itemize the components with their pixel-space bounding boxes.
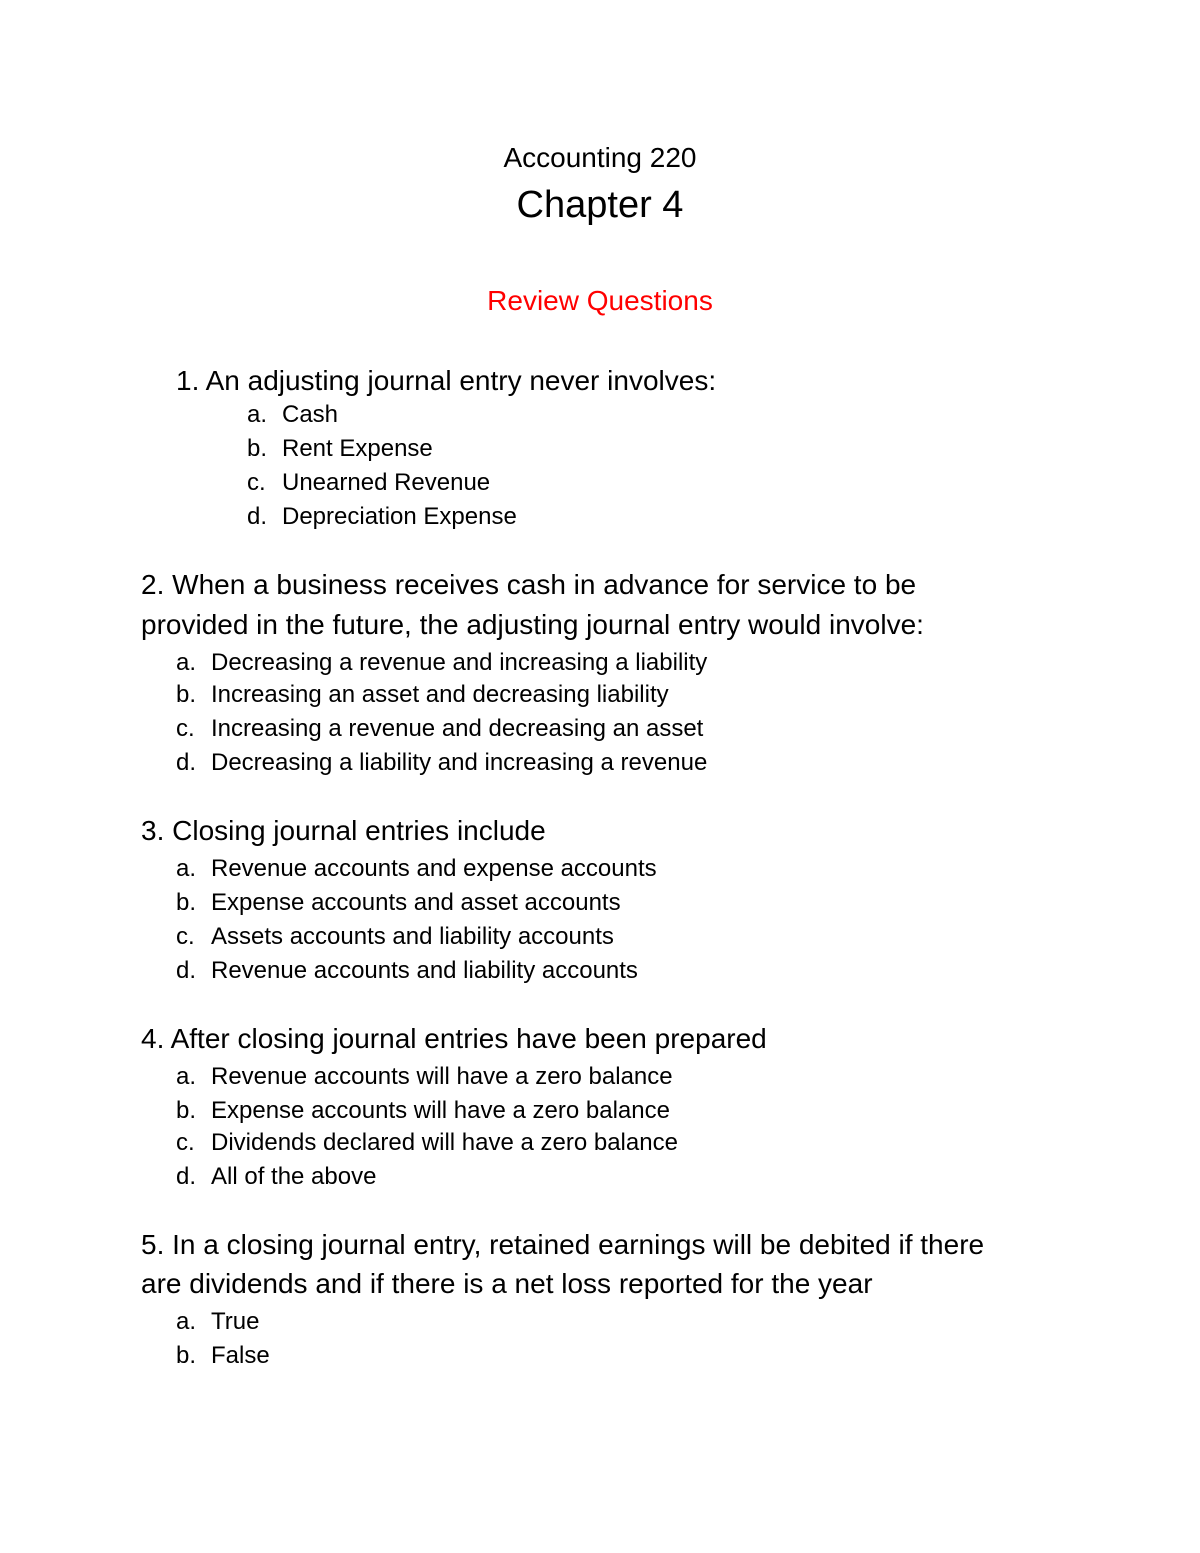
chapter-title: Chapter 4 (516, 184, 684, 226)
option-4b (176, 1096, 670, 1126)
option-3a (176, 854, 657, 884)
question-number: 5. (141, 1229, 165, 1260)
option-1b (247, 434, 433, 464)
option-letter: a. (247, 401, 268, 428)
question-number: 4. (141, 1023, 165, 1054)
option-letter: d. (176, 957, 197, 984)
question-1 (176, 363, 716, 399)
course-title: Accounting 220 (503, 142, 697, 173)
option-letter: a. (176, 855, 197, 882)
option-letter: d. (176, 749, 197, 776)
option-letter: a. (176, 1308, 197, 1335)
option-text: Expense accounts will have a zero balance (211, 1097, 670, 1124)
option-2a (176, 648, 707, 678)
option-text: Revenue accounts and liability accounts (211, 957, 638, 984)
option-text: Decreasing a revenue and increasing a liability (211, 649, 708, 676)
option-letter: c. (247, 469, 266, 496)
option-text: Revenue accounts will have a zero balance (211, 1063, 673, 1090)
option-letter: a. (176, 649, 197, 676)
section-title: Review Questions (487, 285, 713, 316)
option-text: False (211, 1342, 270, 1369)
option-2c (176, 714, 703, 744)
option-text: Expense accounts and asset accounts (211, 889, 621, 916)
option-letter: d. (247, 503, 268, 530)
question-text: Closing journal entries include (172, 815, 546, 846)
option-text: Revenue accounts and expense accounts (211, 855, 657, 882)
option-5b (176, 1341, 270, 1371)
question-text: When a business receives cash in advance for service to be (172, 569, 917, 600)
option-text: Increasing a revenue and decreasing an asset (211, 715, 704, 742)
question-number: 2. (141, 569, 165, 600)
question-2-line-2: provided in the future, the adjusting journal entry would involve: (141, 609, 924, 640)
option-3c (176, 922, 614, 952)
option-text: True (211, 1308, 260, 1335)
question-5-line-2: are dividends and if there is a net loss reported for the year (141, 1268, 873, 1299)
option-letter: b. (247, 435, 268, 462)
option-letter: a. (176, 1063, 197, 1090)
option-letter: c. (176, 715, 195, 742)
option-text: Cash (282, 401, 339, 428)
question-number: 3. (141, 815, 165, 846)
question-4 (141, 1021, 767, 1057)
option-5a (176, 1307, 259, 1337)
option-letter: c. (176, 1129, 195, 1156)
option-letter: b. (176, 1342, 197, 1369)
option-2b (176, 680, 669, 710)
option-1c (247, 468, 490, 498)
option-text: Assets accounts and liability accounts (211, 923, 614, 950)
option-letter: d. (176, 1163, 197, 1190)
question-text: After closing journal entries have been prepared (170, 1023, 767, 1054)
option-4c (176, 1128, 678, 1158)
option-letter: b. (176, 681, 197, 708)
option-text: Increasing an asset and decreasing liability (211, 681, 669, 708)
option-text: Depreciation Expense (282, 503, 517, 530)
option-letter: b. (176, 1097, 197, 1124)
option-1a (247, 400, 338, 430)
option-3b (176, 888, 621, 918)
question-number: 1. (176, 365, 200, 396)
option-3d (176, 956, 638, 986)
option-2d (176, 748, 707, 778)
question-3 (141, 813, 546, 849)
option-letter: b. (176, 889, 197, 916)
option-text: Dividends declared will have a zero balance (211, 1129, 678, 1156)
option-4d (176, 1162, 376, 1192)
question-text: An adjusting journal entry never involves: (205, 365, 717, 396)
option-1d (247, 502, 517, 532)
option-text: Unearned Revenue (282, 469, 491, 496)
option-text: Rent Expense (282, 435, 433, 462)
question-2 (141, 567, 916, 603)
option-4a (176, 1062, 673, 1092)
option-letter: c. (176, 923, 195, 950)
option-text: All of the above (211, 1163, 377, 1190)
question-5 (141, 1227, 984, 1263)
option-text: Decreasing a liability and increasing a revenue (211, 749, 708, 776)
question-text: In a closing journal entry, retained earnings will be debited if there (172, 1229, 985, 1260)
